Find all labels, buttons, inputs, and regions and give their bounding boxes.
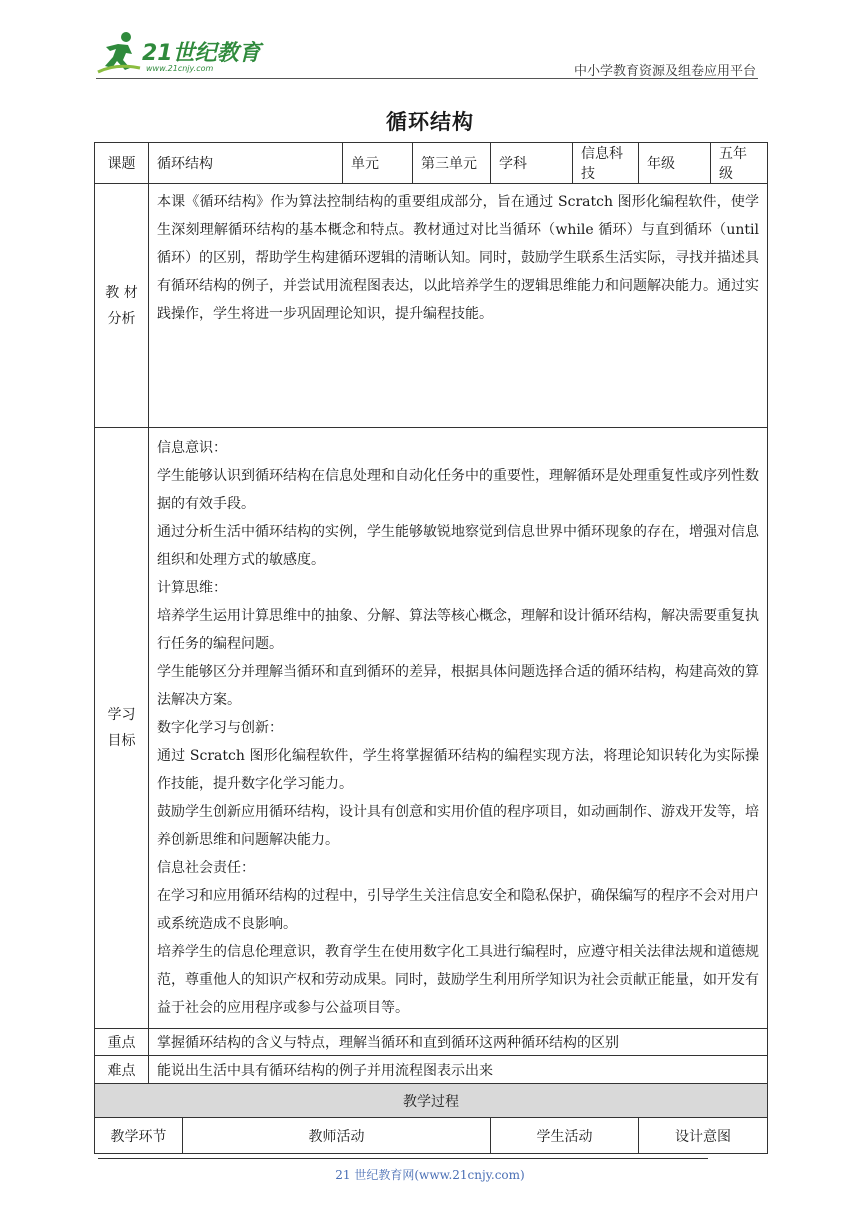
process-col-intent: 设计意图 xyxy=(639,1118,768,1154)
runner-logo-icon xyxy=(96,30,142,74)
topic-value: 循环结构 xyxy=(149,143,343,184)
lesson-plan-table xyxy=(94,142,768,1154)
header-divider xyxy=(96,78,758,79)
difficulty-text: 能说出生活中具有循环结构的例子并用流程图表示出来 xyxy=(149,1056,768,1084)
key-point-text: 掌握循环结构的含义与特点，理解当循环和直到循环这两种循环结构的区别 xyxy=(149,1029,768,1056)
analysis-label-line1: 教 材 xyxy=(105,284,138,301)
process-columns-row xyxy=(95,1118,768,1154)
analysis-label-line2: 分析 xyxy=(107,310,136,327)
goal-paragraph: 学生能够认识到循环结构在信息处理和自动化任务中的重要性，理解循环是处理重复性或序列性数据的有效手段。 xyxy=(157,468,759,512)
grade-value: 五年级 xyxy=(711,143,768,184)
goal-paragraph: 通过分析生活中循环结构的实例，学生能够敏锐地察觉到信息世界中循环现象的存在，增强对信息组织和处理方式的敏感度。 xyxy=(157,524,759,568)
goals-text xyxy=(149,428,768,1029)
footer-text: 21 世纪教育网(www.21cnjy.com) xyxy=(335,1168,525,1182)
goal-paragraph: 学生能够区分并理解当循环和直到循环的差异，根据具体问题选择合适的循环结构，构建高效的算法解决方案。 xyxy=(157,664,759,708)
unit-label: 单元 xyxy=(343,143,413,184)
logo-url: www.21cnjy.com xyxy=(146,64,214,73)
info-row xyxy=(95,143,768,184)
goal-heading: 数字化学习与创新： xyxy=(157,720,283,736)
process-heading: 教学过程 xyxy=(95,1084,768,1118)
goal-paragraph: 培养学生运用计算思维中的抽象、分解、算法等核心概念，理解和设计循环结构，解决需要重复执行任务的编程问题。 xyxy=(157,608,759,652)
subject-label: 学科 xyxy=(491,143,573,184)
process-heading-row xyxy=(95,1084,768,1118)
key-point-label: 重点 xyxy=(95,1029,149,1056)
process-col-teacher: 教师活动 xyxy=(183,1118,491,1154)
goals-label xyxy=(95,428,149,1029)
goals-label-line1: 学习 xyxy=(107,707,136,723)
goal-paragraph: 在学习和应用循环结构的过程中，引导学生关注信息安全和隐私保护，确保编写的程序不会对用户或系统造成不良影响。 xyxy=(157,888,759,932)
footer-divider xyxy=(98,1158,708,1159)
page-title: 循环结构 xyxy=(386,109,474,134)
analysis-label xyxy=(95,184,149,428)
analysis-text xyxy=(149,184,768,428)
unit-value: 第三单元 xyxy=(413,143,491,184)
goals-label-line2: 目标 xyxy=(107,733,136,749)
subject-value: 信息科技 xyxy=(573,143,639,184)
goal-heading: 计算思维： xyxy=(157,580,227,596)
platform-name: 中小学教育资源及组卷应用平台 xyxy=(573,64,756,79)
goal-heading: 信息意识： xyxy=(157,440,227,456)
analysis-paragraph: 本课《循环结构》作为算法控制结构的重要组成部分，旨在通过 Scratch 图形化编程软件，使学生深刻理解循环结构的基本概念和特点。教材通过对比当循环（while 循环）与直到循环（until 循环）的区别，帮助学生构建循环逻辑的清晰认知。同时，鼓励学生联系生活实际，寻找并描述具有循环结构的例子，并尝试用流程图表达，以此培养学生的逻辑思维能力和问题解决能力。通过实践操作，学生将进一步巩固理论知识，提升编程技能。 xyxy=(157,194,759,322)
process-col-student: 学生活动 xyxy=(491,1118,639,1154)
goal-heading: 信息社会责任： xyxy=(157,860,255,876)
difficulty-label: 难点 xyxy=(95,1056,149,1084)
analysis-row xyxy=(95,184,768,428)
goal-paragraph: 通过 Scratch 图形化编程软件，学生将掌握循环结构的编程实现方法，将理论知识转化为实际操作技能，提升数字化学习能力。 xyxy=(157,748,759,792)
key-point-row xyxy=(95,1029,768,1056)
logo-text: 21世纪教育 xyxy=(142,41,261,66)
process-col-stage: 教学环节 xyxy=(95,1118,183,1154)
site-logo xyxy=(96,30,266,78)
goal-paragraph: 培养学生的信息伦理意识，教育学生在使用数字化工具进行编程时，应遵守相关法律法规和道德规范，尊重他人的知识产权和劳动成果。同时，鼓励学生利用所学知识为社会贡献正能量，如开发有益于社会的应用程序或参与公益项目等。 xyxy=(157,944,759,1016)
topic-label: 课题 xyxy=(95,143,149,184)
goals-row xyxy=(95,428,768,1029)
grade-label: 年级 xyxy=(639,143,711,184)
goal-paragraph: 鼓励学生创新应用循环结构，设计具有创意和实用价值的程序项目，如动画制作、游戏开发等，培养创新思维和问题解决能力。 xyxy=(157,804,759,848)
difficulty-row xyxy=(95,1056,768,1084)
